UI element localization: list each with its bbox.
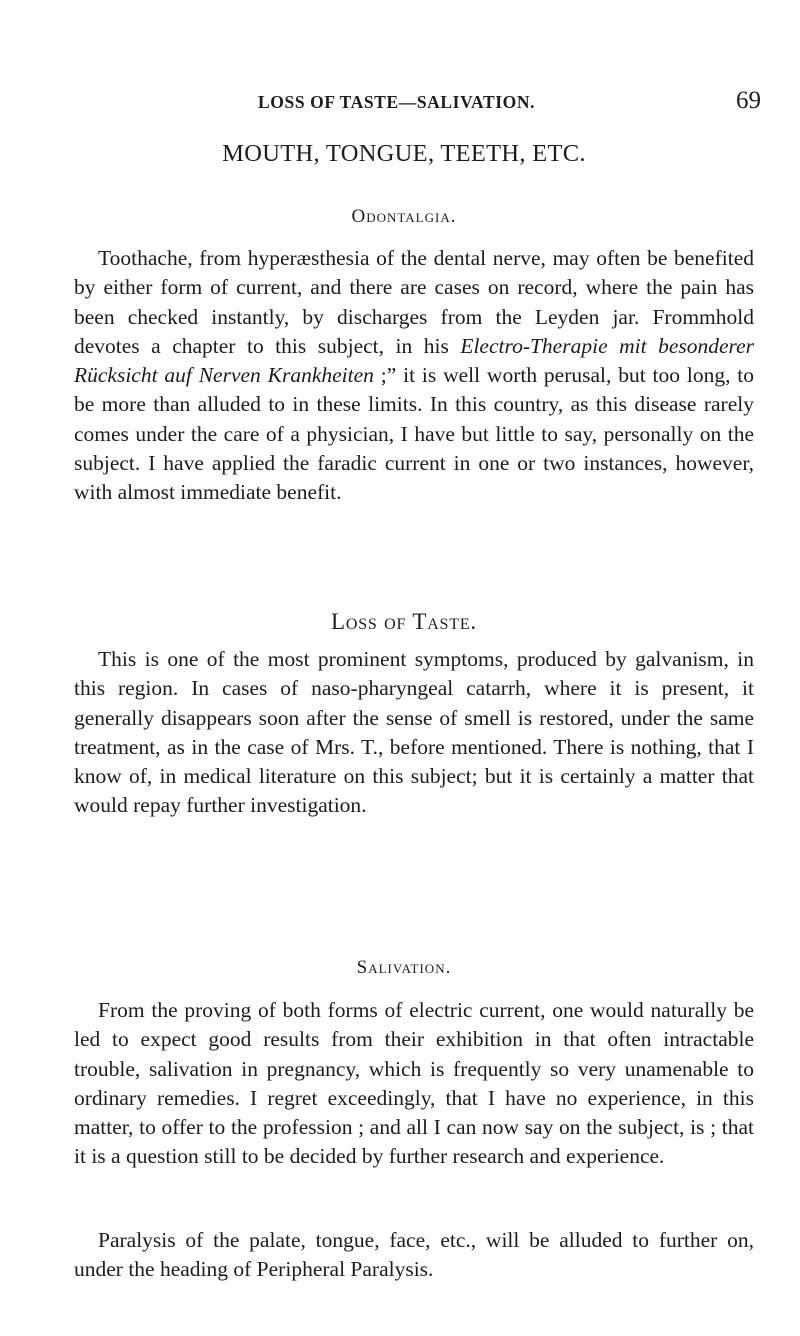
section-heading-odontalgia: Odontalgia. <box>351 206 457 227</box>
paragraph-odontalgia <box>74 244 754 508</box>
book-title-italic: Electro-Therapie mit besonderer Rücksicht auf Nerven Krankheiten <box>74 333 755 388</box>
section-heading-salivation: Salivation. <box>356 957 452 978</box>
paragraph-odontalgia-text-1: Toothache, from hyperæsthesia of the dental nerve, may often be benefited by either form of current, and there are cases on record, where the pain has been checked instantly, by discharges from the Leyden jar. Frommhold devotes a chapter to this subject, in his <box>74 246 754 358</box>
page-number: 69 <box>736 87 761 114</box>
section-heading-loss-of-taste: Loss of Taste. <box>331 609 477 634</box>
running-head: LOSS OF TASTE—SALIVATION. <box>258 92 536 112</box>
paragraph-loss-of-taste: This is one of the most prominent symptoms, produced by galvanism, in this region. In cases of naso-pharyngeal catarrh, where it is present, it generally disappears soon after the sense of smell is restored, under the same treatment, as in the case of Mrs. T., before mentioned. There is nothing, that I know of, in medical literature on this subject; but it is certainly a matter that would repay further investigation. <box>74 647 754 818</box>
paragraph-odontalgia-text-2: ;” it is well worth perusal, but too long, to be more than alluded to in these limits. In this country, as this disease rarely comes under the care of a physician, I have but little to say, personally on the subject. I have applied the faradic current in one or two instances, however, with almost immediate benefit. <box>74 363 754 505</box>
paragraph-paralysis: Paralysis of the palate, tongue, face, etc., will be alluded to further on, under the heading of Peripheral Paralysis. <box>74 1228 754 1282</box>
chapter-title: MOUTH, TONGUE, TEETH, ETC. <box>222 140 586 167</box>
paragraph-salivation: From the proving of both forms of electric current, one would naturally be led to expect good results from their exhibition in that often intractable trouble, salivation in pregnancy, which is frequently so very unamenable to ordinary remedies. I regret exceedingly, that I have no experience, in this matter, to offer to the profession ; and all I can now say on the subject, is ; that it is a question still to be decided by further research and experience. <box>74 998 754 1169</box>
